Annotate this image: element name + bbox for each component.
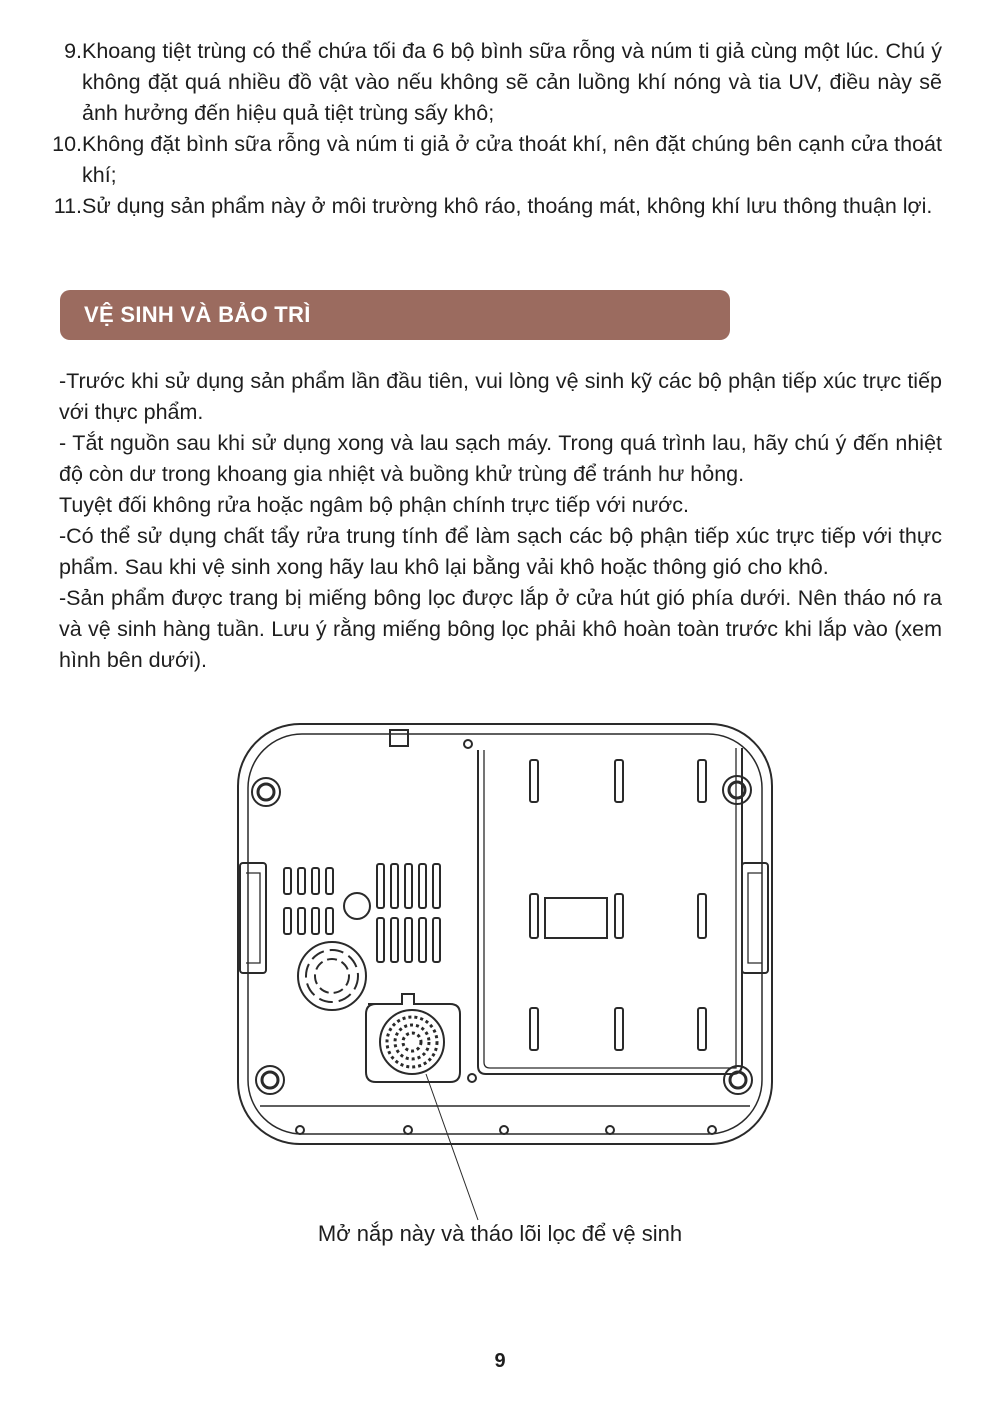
paragraph: -Có thể sử dụng chất tẩy rửa trung tính để làm sạch các bộ phận tiếp xúc trực tiếp với thực phẩm. Sau khi vệ sinh xong hãy lau khô lại bằng vải khô hoặc thông gió cho khô. <box>59 524 942 579</box>
paragraph: Tuyệt đối không rửa hoặc ngâm bộ phận chính trực tiếp với nước. <box>59 493 689 517</box>
section-header: VỆ SINH VÀ BẢO TRÌ <box>60 290 730 340</box>
paragraph: -Trước khi sử dụng sản phẩm lần đầu tiên, vui lòng vệ sinh kỹ các bộ phận tiếp xúc trực tiếp với thực phẩm. <box>59 369 942 424</box>
device-bottom-diagram <box>220 708 786 1228</box>
page-number: 9 <box>494 1350 506 1372</box>
list-item-number: 11. <box>53 194 82 218</box>
list-item <box>50 129 942 191</box>
list-item <box>50 36 942 129</box>
paragraph: - Tắt nguồn sau khi sử dụng xong và lau sạch máy. Trong quá trình lau, hãy chú ý đến nhiệt độ còn dư trong khoang gia nhiệt và buồng khử trùng để tránh hư hỏng. <box>59 431 942 486</box>
body-text <box>59 366 942 676</box>
list-item-text: Sử dụng sản phẩm này ở môi trường khô ráo, thoáng mát, không khí lưu thông thuận lợi. <box>82 194 933 218</box>
list-item-number: 9. <box>64 39 82 63</box>
paragraph: -Sản phẩm được trang bị miếng bông lọc được lắp ở cửa hút gió phía dưới. Nên tháo nó ra và vệ sinh hàng tuần. Lưu ý rằng miếng bông lọc phải khô hoàn toàn trước khi lắp vào (xem hình bên dưới). <box>59 586 942 672</box>
numbered-list <box>50 36 942 222</box>
figure-caption: Mở nắp này và tháo lõi lọc để vệ sinh <box>317 1221 683 1246</box>
list-item <box>50 191 942 222</box>
list-item-text: Khoang tiệt trùng có thể chứa tối đa 6 bộ bình sữa rỗng và núm ti giả cùng một lúc. Chú ý không đặt quá nhiều đồ vật vào nếu không sẽ cản luồng khí nóng và tia UV, điều này sẽ ảnh hưởng đến hiệu quả tiệt trùng sấy khô; <box>82 39 942 125</box>
list-item-number: 10. <box>52 132 82 156</box>
list-item-text: Không đặt bình sữa rỗng và núm ti giả ở cửa thoát khí, nên đặt chúng bên cạnh cửa thoát khí; <box>82 132 942 187</box>
